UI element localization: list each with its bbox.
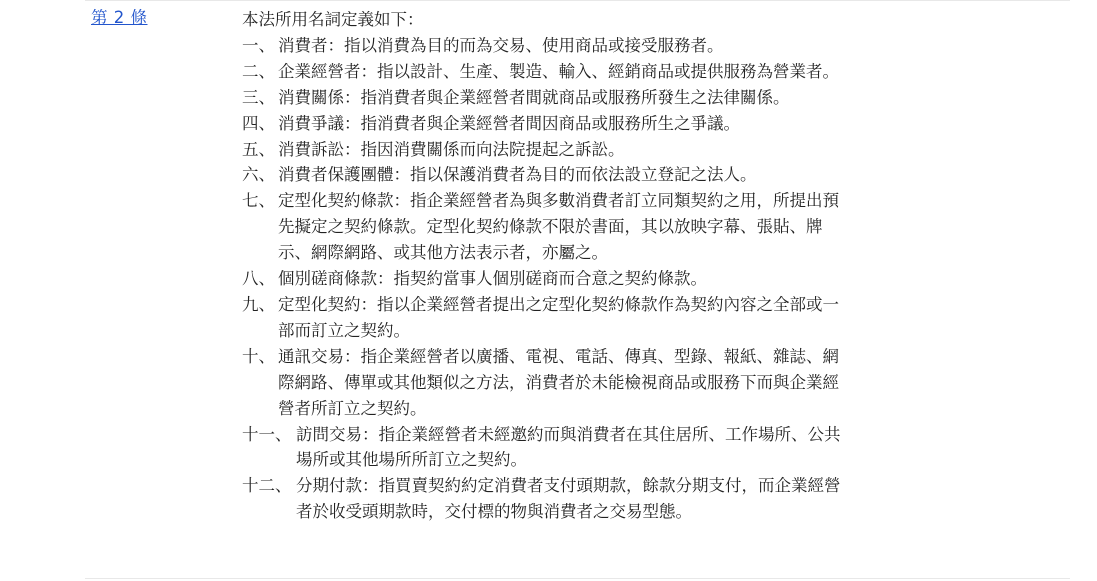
definition-item	[242, 162, 852, 188]
definition-list	[242, 33, 852, 525]
item-text: 定型化契約條款：指企業經營者為與多數消費者訂立同類契約之用，所提出預先擬定之契約條款。定型化契約條款不限於書面，其以放映字幕、張貼、牌示、網際網路、或其他方法表示者，亦屬之。	[278, 191, 839, 263]
definition-item	[242, 111, 852, 137]
bottom-divider	[85, 578, 1070, 579]
item-number: 七、	[242, 191, 275, 211]
item-text: 通訊交易：指企業經營者以廣播、電視、電話、傳真、型錄、報紙、雜誌、網際網路、傳單或其他類似之方法，消費者於未能檢視商品或服務下而與企業經營者所訂立之契約。	[278, 346, 839, 418]
definition-item	[242, 59, 852, 85]
item-text: 定型化契約：指以企業經營者提出之定型化契約條款作為契約內容之全部或一部而訂立之契約。	[278, 294, 839, 340]
item-number: 二、	[242, 61, 275, 81]
definition-item	[242, 292, 852, 344]
definition-item	[242, 85, 852, 111]
article-number-link[interactable]: 第 2 條	[91, 8, 148, 27]
item-text: 訪問交易：指企業經營者未經邀約而與消費者在其住居所、工作場所、公共場所或其他場所所訂立之契約。	[296, 424, 841, 470]
item-number: 五、	[242, 139, 275, 159]
item-number: 四、	[242, 113, 275, 133]
item-number: 八、	[242, 269, 275, 289]
definition-item	[242, 344, 852, 422]
item-number: 六、	[242, 165, 275, 185]
top-divider	[85, 0, 1070, 1]
item-text: 消費爭議：指消費者與企業經營者間因商品或服務所生之爭議。	[278, 113, 740, 133]
definition-item	[242, 137, 852, 163]
article-intro: 本法所用名詞定義如下：	[242, 10, 424, 29]
item-number: 十一、	[242, 424, 292, 444]
item-number: 十、	[242, 346, 275, 366]
definition-item	[242, 422, 852, 474]
item-text: 消費訴訟：指因消費關係而向法院提起之訴訟。	[278, 139, 625, 159]
item-text: 消費關係：指消費者與企業經營者間就商品或服務所發生之法律關係。	[278, 87, 790, 107]
item-text: 消費者：指以消費為目的而為交易、使用商品或接受服務者。	[278, 35, 724, 55]
definition-item	[242, 33, 852, 59]
item-number: 九、	[242, 294, 275, 314]
definition-item	[242, 188, 852, 266]
item-number: 三、	[242, 87, 275, 107]
item-number: 十二、	[242, 476, 292, 496]
definition-item	[242, 473, 852, 525]
item-text: 分期付款：指買賣契約約定消費者支付頭期款，餘款分期支付，而企業經營者於收受頭期款時，交付標的物與消費者之交易型態。	[296, 476, 841, 522]
item-number: 一、	[242, 35, 275, 55]
item-text: 消費者保護團體：指以保護消費者為目的而依法設立登記之法人。	[278, 165, 757, 185]
definition-item	[242, 266, 852, 292]
item-text: 個別磋商條款：指契約當事人個別磋商而合意之契約條款。	[278, 269, 707, 289]
item-text: 企業經營者：指以設計、生產、製造、輸入、經銷商品或提供服務為營業者。	[278, 61, 839, 81]
article-content	[242, 7, 852, 525]
